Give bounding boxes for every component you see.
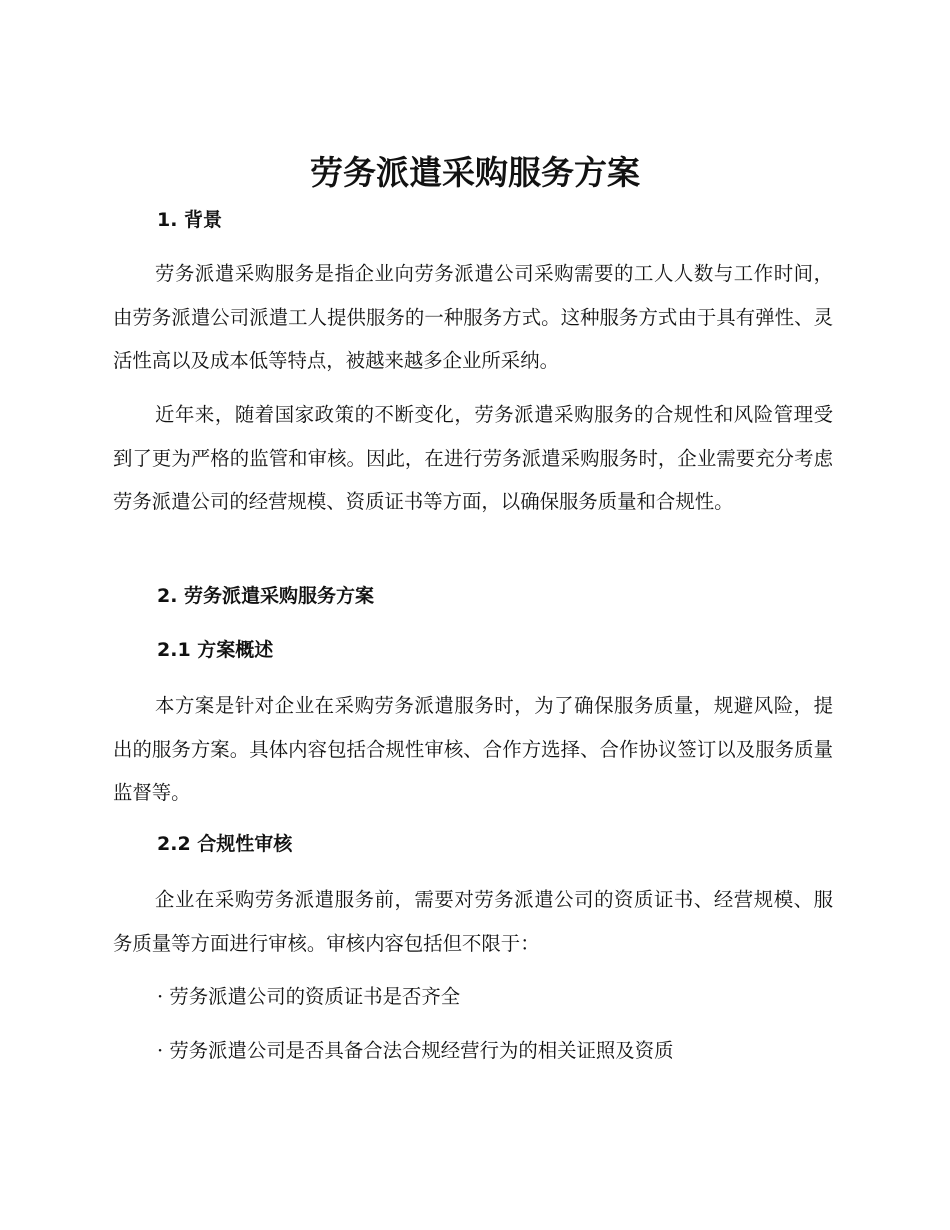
section-heading-background: 1. 背景 [157,209,223,231]
paragraph-background-1: 劳务派遣采购服务是指企业向劳务派遣公司采购需要的工人人数与工作时间，由劳务派遣公司派遣工人提供服务的一种服务方式。这种服务方式由于具有弹性、灵活性高以及成本低等特点，被越来越多企业所采纳。 [113,262,833,372]
paragraph-overview: 本方案是针对企业在采购劳务派遣服务时，为了确保服务质量，规避风险，提出的服务方案。具体内容包括合规性审核、合作方选择、合作协议签订以及服务质量监督等。 [113,694,833,804]
document-title: 劳务派遣采购服务方案 [310,153,640,192]
section-heading-overview: 2.1 方案概述 [157,639,274,661]
list-item-qualification: · 劳务派遣公司的资质证书是否齐全 [157,985,461,1008]
section-heading-plan: 2. 劳务派遣采购服务方案 [157,585,375,607]
paragraph-background-2: 近年来，随着国家政策的不断变化，劳务派遣采购服务的合规性和风险管理受到了更为严格的监管和审核。因此，在进行劳务派遣采购服务时，企业需要充分考虑劳务派遣公司的经营规模、资质证书等方面，以确保服务质量和合规性。 [113,403,833,513]
paragraph-compliance: 企业在采购劳务派遣服务前，需要对劳务派遣公司的资质证书、经营规模、服务质量等方面进行审核。审核内容包括但不限于： [113,888,833,955]
list-item-legal-compliance: · 劳务派遣公司是否具备合法合规经营行为的相关证照及资质 [157,1039,674,1062]
section-heading-compliance: 2.2 合规性审核 [157,833,293,855]
